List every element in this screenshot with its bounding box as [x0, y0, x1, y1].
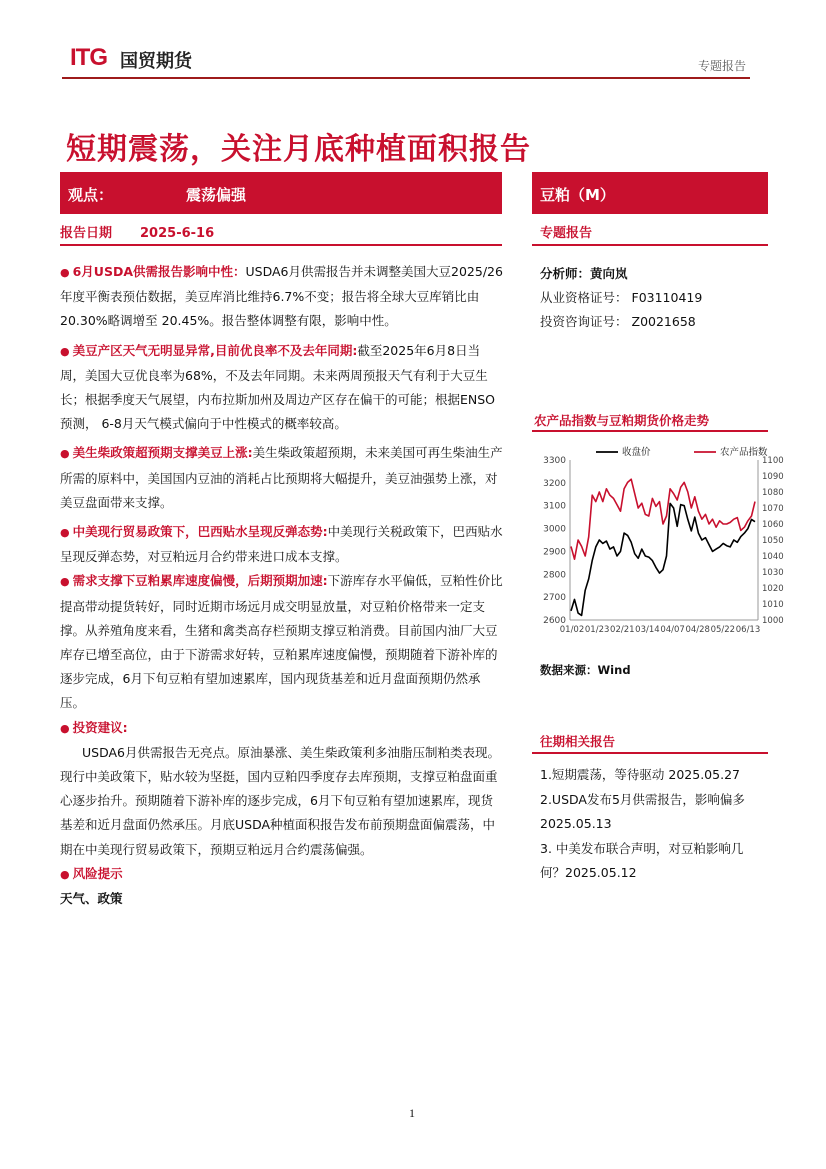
- cert1-label: 从业资格证号：: [540, 290, 628, 305]
- chart-right-tick-label: 1100: [762, 456, 784, 466]
- product-bar: [532, 172, 768, 214]
- point-heading: 美豆产区天气无明显异常,目前优良率不及去年同期:: [72, 342, 358, 358]
- point-1: [60, 260, 504, 334]
- chart-title-divider: [532, 430, 768, 432]
- report-date-label: 报告日期: [60, 226, 113, 241]
- point-5: [60, 569, 504, 715]
- bullet-icon: ●: [60, 721, 70, 735]
- chart-left-tick-label: 2600: [543, 616, 566, 626]
- risk-heading: 风险提示: [72, 865, 123, 881]
- past-report-item-2[interactable]: 2.USDA发布5月供需报告，影响偏多 2025.05.13: [540, 791, 745, 831]
- main-body: [60, 260, 504, 911]
- chart-right-tick-label: 1060: [762, 520, 784, 530]
- bullet-icon: ●: [60, 344, 70, 358]
- risk-text: 天气、政策: [60, 891, 123, 907]
- past-report-item-1[interactable]: 1.短期震荡，等待驱动 2025.05.27: [540, 767, 740, 782]
- bullet-icon: ●: [60, 575, 70, 589]
- point-text: 美生柴政策超预期，未来美国可再生柴油生产所需的原料中，美国国内豆油的消耗占比预期将大幅提升，美豆油强势上涨，对美豆盘面带来支撑。: [60, 445, 503, 510]
- cert1-value: F03110419: [631, 290, 703, 305]
- report-type-tag: 专题报告: [697, 59, 746, 73]
- chart-right-tick-label: 1030: [762, 568, 784, 578]
- advice-heading: 投资建议:: [72, 719, 128, 735]
- cert2-label: 投资咨询证号：: [540, 314, 628, 329]
- chart-left-tick-label: 3300: [543, 456, 566, 466]
- chart-x-tick-label: 04/07: [660, 625, 685, 635]
- viewpoint-label: 观点：: [68, 186, 114, 204]
- analyst-name: 黄向岚: [590, 266, 628, 281]
- point-heading: 中美现行贸易政策下，巴西贴水呈现反弹态势:: [72, 524, 328, 540]
- point-heading: 需求支撑下豆粕累库速度偏慢，后期预期加速:: [72, 573, 328, 589]
- point-text: USDA6月供需报告并未调整美国大豆2025/26年度平衡表预估数据，美豆库消比维持6.7%不变；报告将全球大豆库销比由 20.30%略调增至 20.45%。报告整体调整有限，影响中性。: [60, 264, 503, 329]
- chart-right-tick-label: 1080: [762, 488, 784, 498]
- cert2-row: [540, 310, 702, 334]
- logo-itg: ITG: [70, 44, 107, 71]
- series-line-index: [571, 479, 755, 559]
- analyst-row: [540, 262, 702, 286]
- analyst-label: 分析师：: [540, 266, 591, 281]
- page-number: 1: [409, 1106, 415, 1120]
- past-report-item-3[interactable]: 3. 中美发布联合声明，对豆粕影响几何？2025.05.12: [540, 840, 744, 880]
- legend-label-close: 收盘价: [622, 447, 651, 458]
- product-label: 豆粕（M）: [540, 186, 615, 204]
- chart-x-tick-label: 04/28: [685, 625, 710, 635]
- chart-title: 农产品指数与豆粕期货价格走势: [534, 413, 710, 428]
- chart-right-tick-label: 1020: [762, 584, 784, 594]
- chart-left-tick-label: 2800: [543, 570, 566, 581]
- logo-company-name: 国贸期货: [120, 51, 192, 72]
- past-reports-title: 往期相关报告: [540, 734, 616, 749]
- page-title: 短期震荡，关注月底种植面积报告: [66, 132, 531, 167]
- point-heading: 6月USDA供需报告影响中性：: [72, 264, 246, 279]
- point-text: 下游库存水平偏低，豆粕性价比提高带动提货转好，同时近期市场远月成交明显放量，对豆粕价格带来一定支撑。从养殖角度来看，生猪和禽类高存栏预期支撑豆粕消费。目前国内油厂大豆库存已增至高位，由于下游需求好转，豆粕累库速度偏慢，预期随着下游补库的逐步完成，6月下旬豆粕有望加速累库，国内现货基差和近月盘面预期仍然承压。: [60, 573, 503, 711]
- header-divider: [62, 77, 750, 79]
- chart-x-tick-label: 01/02: [559, 625, 585, 635]
- point-3: [60, 441, 504, 515]
- point-heading: 美生柴政策超预期支撑美豆上涨:: [72, 445, 253, 461]
- report-date-row: [60, 222, 502, 241]
- chart-right-tick-label: 1090: [762, 472, 784, 482]
- chart-left-tick-label: 2700: [543, 593, 566, 604]
- bullet-icon: ●: [60, 867, 70, 881]
- chart-left-tick-label: 3000: [543, 524, 566, 535]
- point-4: [60, 520, 504, 569]
- advice-heading-row: [60, 716, 504, 741]
- viewpoint-bar: [60, 172, 502, 214]
- chart-x-tick-label: 03/14: [635, 625, 660, 635]
- past-reports-divider: [532, 752, 768, 754]
- cert2-value: Z0021658: [631, 314, 696, 329]
- chart-right-tick-label: 1000: [762, 616, 784, 626]
- side-subtitle: 专题报告: [540, 226, 593, 241]
- side-divider: [532, 244, 768, 246]
- bullet-icon: ●: [60, 447, 70, 461]
- chart-x-tick-label: 05/22: [710, 625, 736, 635]
- risk-heading-row: [60, 862, 504, 887]
- chart-svg: [534, 440, 792, 640]
- report-date-value: 2025-6-16: [140, 226, 215, 241]
- chart-right-tick-label: 1010: [762, 600, 784, 610]
- analyst-info: [540, 262, 702, 334]
- chart-right-tick-label: 1070: [762, 504, 784, 514]
- bullet-icon: ●: [60, 266, 70, 279]
- chart-left-tick-label: 3100: [543, 501, 566, 512]
- chart-x-tick-label: 02/21: [610, 625, 635, 635]
- chart-x-tick-label: 06/13: [735, 625, 761, 635]
- cert1-row: [540, 286, 702, 310]
- date-divider: [60, 244, 502, 246]
- chart-left-tick-label: 2900: [543, 547, 566, 558]
- past-reports-list: [540, 763, 766, 886]
- advice-text: USDA6月供需报告无亮点。原油暴涨、美生柴政策利多油脂压制粕类表现。现行中美政策下，贴水较为坚挺，国内豆粕四季度存去库预期，支撑豆粕盘面重心逐步抬升。预期随着下游补库的逐步完成，6月下旬豆粕有望加速累库，现货基差和近月盘面仍然承压。月底USDA种植面积报告发布前预期盘面偏震荡，中期在中美现行贸易政策下，预期豆粕远月合约震荡偏强。: [60, 744, 500, 857]
- legend-label-index: 农产品指数: [720, 447, 768, 458]
- chart-right-tick-label: 1040: [762, 552, 784, 562]
- point-2: [60, 339, 504, 437]
- chart-left-tick-label: 3200: [543, 478, 566, 489]
- price-chart: [534, 440, 792, 644]
- point-text: 中美现行关税政策下，巴西贴水呈现反弹态势，对豆粕远月合约带来进口成本支撑。: [60, 524, 503, 565]
- bullet-icon: ●: [60, 526, 70, 540]
- point-text: 截至2025年6月8日当周，美国大豆优良率为68%，不及去年同期。未来两周预报天气有利于大豆生长；根据季度天气展望，内布拉斯加州及周边产区存在偏干的可能；根据ENSO预测， 6-8月天气模式偏向于中性模式的概率较高。: [60, 342, 496, 432]
- chart-x-tick-label: 01/23: [584, 625, 610, 635]
- viewpoint-value: 震荡偏强: [186, 186, 247, 204]
- chart-right-tick-label: 1050: [762, 536, 784, 546]
- chart-source: 数据来源：Wind: [540, 663, 631, 677]
